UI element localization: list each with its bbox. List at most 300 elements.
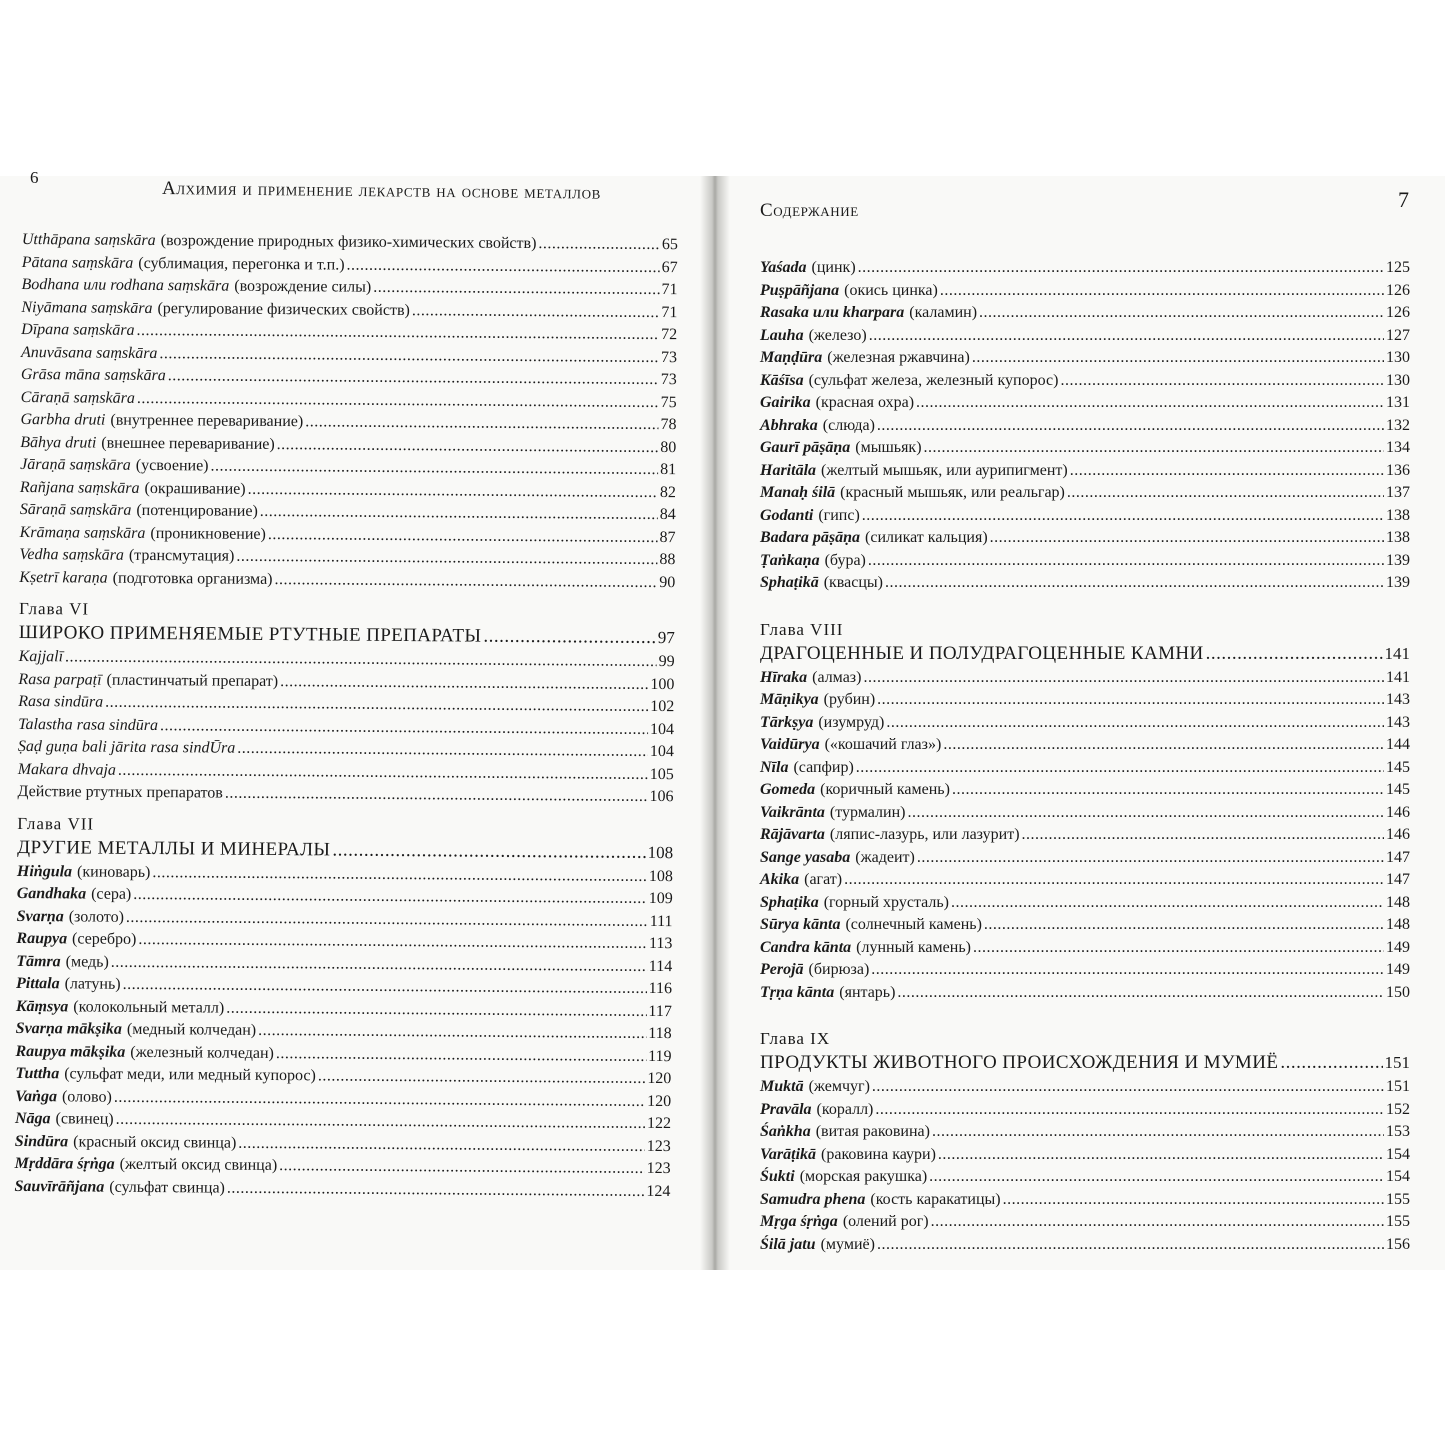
entry-page-number: 67 <box>661 258 678 276</box>
toc-entry <box>760 370 1410 393</box>
entry-description: (бирюза) <box>808 961 870 978</box>
entry-term: Jāraṇā saṃskāra <box>20 455 131 474</box>
entry-page-number: 119 <box>648 1047 672 1065</box>
entry-description: (колокольный металл) <box>73 997 225 1017</box>
entry-description: (жемчуг) <box>808 1078 870 1095</box>
toc-entry <box>760 1099 1410 1122</box>
leader-dots <box>1206 641 1383 667</box>
entry-page-number: 155 <box>1386 1213 1410 1230</box>
entry-page-number: 102 <box>650 697 675 716</box>
entry-term: Ṣaḍ guṇa bali jārita rasa sindŪra <box>17 737 236 757</box>
entry-page-number: 114 <box>648 957 673 975</box>
leader-dots <box>952 779 1384 802</box>
toc-entry <box>760 347 1410 370</box>
chapter-7-list <box>14 860 673 1203</box>
entry-description: (подготовка организма) <box>112 569 273 588</box>
chapter-8-page: 141 <box>1384 643 1410 663</box>
entry-description: (латунь) <box>64 975 121 993</box>
entry-description: (гипс) <box>818 506 860 524</box>
entry-page-number: 146 <box>1386 803 1410 821</box>
entry-term: Kajjalī <box>18 647 64 666</box>
entry-term: Godanti <box>760 506 814 524</box>
entry-page-number: 80 <box>660 438 677 456</box>
entry-page-number: 126 <box>1386 304 1410 321</box>
entry-page-number: 104 <box>649 742 674 761</box>
entry-page-number: 152 <box>1386 1100 1410 1118</box>
entry-term: Rājāvarta <box>760 826 825 843</box>
chapter-9-list <box>760 1076 1410 1256</box>
leader-dots <box>1060 370 1384 393</box>
toc-entry <box>760 937 1410 960</box>
entry-term: Vaikrānta <box>760 803 825 821</box>
leader-dots <box>346 254 659 279</box>
leader-dots <box>274 568 657 594</box>
entry-description: (сульфат свинца) <box>109 1178 225 1197</box>
leader-dots <box>483 624 656 651</box>
toc-entry <box>760 1076 1410 1099</box>
leader-dots <box>248 478 659 504</box>
leader-dots <box>979 302 1384 325</box>
leader-dots <box>875 1099 1384 1122</box>
toc-entry <box>760 734 1410 757</box>
toc-entry <box>760 437 1410 460</box>
entry-description: (железная ржавчина) <box>827 349 970 366</box>
entry-term: Śukti <box>760 1168 795 1185</box>
entry-description: (жадеит) <box>855 848 915 866</box>
chapter-6-page: 97 <box>657 628 675 648</box>
leader-dots <box>886 712 1384 735</box>
entry-page-number: 73 <box>660 371 677 389</box>
entry-term: Nāga <box>14 1109 51 1128</box>
entry-description: (мумиё) <box>820 1235 875 1253</box>
entry-term: Dīpana saṃskāra <box>21 320 135 339</box>
entry-description: (алмаз) <box>812 668 862 686</box>
leader-dots <box>984 914 1384 937</box>
entry-page-number: 123 <box>646 1159 671 1178</box>
entry-page-number: 154 <box>1386 1168 1410 1185</box>
entry-page-number: 148 <box>1386 893 1410 911</box>
chapter-8-title-row <box>760 641 1410 667</box>
toc-entry <box>760 1144 1410 1167</box>
toc-entry <box>760 914 1410 937</box>
entry-term: Kāśīsa <box>760 371 804 389</box>
entry-term: Hīraka <box>760 668 808 686</box>
entry-description: (слюда) <box>822 416 875 434</box>
entry-term: Raupya mākṣika <box>15 1042 126 1061</box>
entry-term: Pravāla <box>760 1100 812 1118</box>
entry-term: Tārkṣya <box>760 713 814 731</box>
entry-term: Garbha druti <box>20 410 106 429</box>
chapter-9-label: Глава IX <box>760 1029 831 1048</box>
entry-description: (изумруд) <box>818 713 885 731</box>
entry-page-number: 139 <box>1386 551 1410 569</box>
entry-page-number: 65 <box>661 236 678 254</box>
entry-page-number: 73 <box>660 348 678 366</box>
entry-description: (солнечный камень) <box>845 916 982 933</box>
entry-page-number: 148 <box>1386 916 1410 933</box>
toc-entry <box>760 869 1410 892</box>
entry-description: (агат) <box>804 871 843 888</box>
entry-term: Rañjana saṃskāra <box>19 478 140 497</box>
entry-page-number: 118 <box>648 1024 672 1043</box>
toc-left <box>14 229 678 1203</box>
toc-entry <box>760 1121 1410 1144</box>
entry-page-number: 154 <box>1386 1145 1410 1163</box>
entry-page-number: 147 <box>1386 871 1410 888</box>
entry-description: (ляпис-лазурь, или лазурит) <box>829 826 1020 843</box>
entry-term: Mṛga śṛṅga <box>760 1213 838 1230</box>
right-page-number: 7 <box>1398 187 1409 212</box>
entry-page-number: 126 <box>1386 281 1410 299</box>
entry-term: Lauha <box>760 326 804 344</box>
leader-dots <box>877 1234 1384 1257</box>
entry-page-number: 127 <box>1386 326 1410 344</box>
entry-description: (лунный камень) <box>856 938 971 956</box>
entry-description: (пластинчатый препарат) <box>106 671 279 690</box>
toc-entry <box>760 415 1410 438</box>
entry-term: Rasa sindūra <box>18 692 104 711</box>
leader-dots <box>917 847 1384 870</box>
entry-term: Kṣetrī karaṇa <box>19 568 108 587</box>
entry-term: Makara dhvaja <box>17 760 117 779</box>
entry-description: (каламин) <box>909 304 978 321</box>
leader-dots <box>538 233 660 256</box>
entry-term: Svarṇa <box>16 907 64 925</box>
entry-page-number: 109 <box>648 889 673 908</box>
entry-term: Akika <box>760 871 800 888</box>
entry-page-number: 100 <box>650 675 675 693</box>
toc-entry <box>760 460 1410 483</box>
chapter-8-title: ДРАГОЦЕННЫЕ И ПОЛУДРАГОЦЕННЫЕ КАМНИ <box>760 642 1204 664</box>
entry-description: (проникновение) <box>150 524 266 543</box>
entry-description: (сера) <box>91 885 132 903</box>
toc-entry <box>760 1189 1410 1212</box>
entry-description: (олений рог) <box>842 1213 929 1230</box>
entry-description: (кость каракатицы) <box>870 1190 1001 1208</box>
toc-right <box>760 257 1410 1256</box>
leader-dots <box>869 325 1384 348</box>
leader-dots <box>929 1166 1384 1189</box>
entry-term: Gandhaka <box>16 884 87 903</box>
entry-page-number: 81 <box>660 461 677 479</box>
entry-page-number: 125 <box>1386 259 1410 276</box>
entry-term: Vaṅga <box>15 1087 58 1105</box>
entry-page-number: 146 <box>1386 826 1410 843</box>
entry-page-number: 87 <box>659 528 676 546</box>
toc-entry <box>760 280 1410 303</box>
entry-page-number: 120 <box>647 1069 672 1088</box>
entry-term: Puṣpāñjana <box>760 281 840 299</box>
entry-term: Cāraṇā saṃskāra <box>20 388 135 407</box>
entry-term: Sūrya kānta <box>760 916 841 933</box>
leader-dots <box>972 347 1384 370</box>
leader-dots <box>951 892 1384 915</box>
toc-entry <box>17 781 673 809</box>
entry-term: Sphaṭika <box>760 893 819 911</box>
leader-dots <box>940 280 1384 303</box>
entry-term: Kāṃsya <box>15 997 69 1015</box>
leader-dots <box>872 1076 1384 1099</box>
entry-description: (горный хрусталь) <box>823 893 949 911</box>
leader-dots <box>877 689 1384 712</box>
left-page-number: 6 <box>30 168 39 187</box>
chapter-7-page: 108 <box>647 842 674 862</box>
leader-dots <box>844 869 1384 892</box>
entry-description: (серебро) <box>72 930 137 948</box>
entry-description: (красный мышьяк, или реальгар) <box>840 484 1065 501</box>
entry-description: (витая раковина) <box>815 1123 930 1140</box>
leader-dots <box>226 997 646 1023</box>
entry-page-number: 82 <box>659 483 677 501</box>
toc-right-top-list <box>760 257 1410 595</box>
leader-dots <box>236 546 657 572</box>
entry-page-number: 117 <box>648 1002 672 1020</box>
leader-dots <box>332 837 645 865</box>
entry-description: (олово) <box>61 1087 112 1106</box>
entry-term: Gairika <box>760 394 811 411</box>
entry-description: (силикат кальция) <box>865 529 988 546</box>
entry-page-number: 130 <box>1386 349 1410 366</box>
entry-term: Grāsa māna saṃskāra <box>20 365 166 385</box>
entry-description: (морская ракушка) <box>799 1168 928 1185</box>
chapter-8-label: Глава VIII <box>760 619 844 639</box>
leader-dots <box>260 501 658 527</box>
leader-dots <box>227 1177 645 1203</box>
leader-dots <box>862 505 1384 528</box>
entry-page-number: 71 <box>661 303 678 321</box>
entry-term: Anuvāsana saṃskāra <box>20 343 158 362</box>
entry-page-number: 147 <box>1386 848 1410 866</box>
entry-description: (коралл) <box>816 1100 874 1118</box>
entry-description: (сульфат железа, железный купорос) <box>808 371 1059 389</box>
toc-entry <box>760 1234 1410 1257</box>
entry-page-number: 130 <box>1386 371 1410 389</box>
entry-page-number: 149 <box>1386 938 1410 956</box>
toc-entry <box>760 505 1410 528</box>
leader-dots <box>973 937 1384 960</box>
chapter-6-list <box>17 646 674 809</box>
entry-term: Abhraka <box>760 416 818 434</box>
right-running-head: Содержание <box>760 200 859 221</box>
entry-description: (свинец) <box>55 1110 114 1128</box>
entry-page-number: 150 <box>1386 983 1410 1001</box>
leader-dots <box>225 783 648 809</box>
toc-entry <box>760 1166 1410 1189</box>
entry-term: Tuttha <box>15 1064 60 1083</box>
toc-entry <box>760 550 1410 573</box>
entry-term: Muktā <box>760 1078 804 1095</box>
leader-dots <box>868 550 1384 573</box>
entry-term: Ṭaṅkaṇa <box>760 551 820 569</box>
leader-dots <box>279 1155 645 1180</box>
entry-term: Sindūra <box>14 1132 69 1150</box>
chapter-6-label: Глава VI <box>18 598 90 619</box>
entry-page-number: 155 <box>1386 1190 1410 1208</box>
chapter-9-title: ПРОДУКТЫ ЖИВОТНОГО ПРОИСХОЖДЕНИЯ И МУМИЁ <box>760 1052 1279 1073</box>
entry-term: Śaṅkha <box>760 1123 811 1140</box>
entry-page-number: 108 <box>648 867 674 885</box>
leader-dots <box>943 734 1384 757</box>
leader-dots <box>931 1211 1384 1234</box>
entry-description: (трансмутация) <box>128 546 235 565</box>
entry-term: Yaśada <box>760 259 807 276</box>
entry-description: (квасцы) <box>823 574 883 591</box>
entry-page-number: 88 <box>659 551 676 569</box>
leader-dots <box>916 392 1384 415</box>
entry-page-number: 138 <box>1386 506 1410 524</box>
entry-description: (возрождение природных физико-химических свойств) <box>160 232 537 253</box>
toc-entry <box>760 757 1410 780</box>
toc-entry <box>760 802 1410 825</box>
entry-term: Sange yasaba <box>760 848 851 866</box>
left-running-head: Алхимия и применение лекарств на основе металлов <box>161 178 602 204</box>
entry-description: (железный колчедан) <box>130 1043 274 1062</box>
entry-term: Utthāpana saṃskāra <box>21 230 156 250</box>
entry-page-number: 151 <box>1386 1078 1410 1095</box>
leader-dots <box>863 667 1384 690</box>
entry-description: (усвоение) <box>135 456 209 475</box>
entry-term: Sāraṇā saṃskāra <box>19 500 132 519</box>
entry-page-number: 145 <box>1386 781 1410 798</box>
toc-entry <box>760 302 1410 325</box>
entry-description: (рубин) <box>823 691 876 708</box>
entry-page-number: 144 <box>1386 736 1410 753</box>
chapter-9-title-row <box>760 1050 1410 1076</box>
entry-description: (внешнее переваривание) <box>101 434 275 453</box>
leader-dots <box>897 982 1384 1005</box>
leader-dots <box>877 415 1384 438</box>
leader-dots <box>1067 482 1384 505</box>
leader-dots <box>276 1043 646 1068</box>
leader-dots <box>412 300 660 324</box>
leader-dots <box>885 572 1384 595</box>
entry-term: Śilā jatu <box>760 1235 816 1253</box>
entry-term: Samudra phena <box>760 1190 866 1208</box>
entry-description: (киноварь) <box>77 862 151 881</box>
entry-page-number: 138 <box>1386 529 1410 546</box>
entry-description: (железо) <box>808 326 867 344</box>
leader-dots <box>268 523 658 549</box>
entry-term: Pittala <box>16 974 60 993</box>
entry-page-number: 149 <box>1386 961 1410 978</box>
entry-term: Sphaṭikā <box>760 574 819 591</box>
entry-description: (коричный камень) <box>820 781 950 798</box>
entry-term: Tāmra <box>16 952 61 970</box>
entry-description: (цинк) <box>811 259 856 276</box>
entry-description: (возрождение силы) <box>234 277 372 296</box>
leader-dots <box>318 1065 646 1090</box>
entry-term: Bāhya druti <box>20 433 97 452</box>
entry-term: Mṛddāra śṛṅga <box>14 1154 115 1173</box>
leader-dots <box>938 1144 1384 1167</box>
leader-dots <box>858 257 1384 280</box>
leader-dots <box>305 411 658 436</box>
toc-entry <box>760 689 1410 712</box>
entry-page-number: 136 <box>1386 461 1410 479</box>
toc-entry <box>760 779 1410 802</box>
entry-term: Rasa parpaṭī <box>18 670 102 689</box>
entry-term: Действие ртутных препаратов <box>17 782 223 802</box>
entry-description: («кошачий глаз») <box>824 736 942 753</box>
entry-page-number: 90 <box>659 573 676 591</box>
toc-entry <box>760 257 1410 280</box>
toc-entry <box>760 982 1410 1005</box>
entry-term: Gaurī pāṣāṇa <box>760 439 851 456</box>
entry-page-number: 131 <box>1386 394 1410 411</box>
toc-entry <box>760 847 1410 870</box>
entry-term: Haritāla <box>760 461 817 479</box>
entry-description: (окрашивание) <box>144 479 246 498</box>
leader-dots <box>924 437 1384 460</box>
entry-term: Nīla <box>760 758 789 776</box>
entry-description: (потенцирование) <box>136 501 258 520</box>
leader-dots <box>237 738 648 764</box>
entry-page-number: 156 <box>1386 1235 1410 1253</box>
entry-term: Vedha saṃskāra <box>19 545 124 564</box>
leader-dots <box>907 802 1384 825</box>
leader-dots <box>932 1121 1384 1144</box>
toc-entry <box>760 824 1410 847</box>
leader-dots <box>871 959 1384 982</box>
entry-description: (бура) <box>824 551 866 569</box>
leader-dots <box>238 1132 645 1158</box>
entry-term: Badara pāṣāṇa <box>760 529 861 546</box>
entry-page-number: 153 <box>1386 1123 1410 1140</box>
entry-term: Pātana saṃskāra <box>21 253 134 272</box>
entry-page-number: 139 <box>1386 574 1410 591</box>
entry-description: (регулирование физических свойств) <box>157 299 410 319</box>
entry-description: (внутреннее переваривание) <box>110 411 304 431</box>
entry-page-number: 78 <box>660 416 677 434</box>
leader-dots <box>1280 1050 1382 1076</box>
entry-description: (сублимация, перегонка и т.п.) <box>138 254 345 274</box>
entry-description: (янтарь) <box>839 983 896 1001</box>
leader-dots <box>856 757 1384 780</box>
toc-entry <box>760 325 1410 348</box>
entry-page-number: 116 <box>648 979 673 998</box>
entry-description: (раковина каури) <box>821 1145 936 1163</box>
leader-dots <box>373 277 659 302</box>
entry-description: (мышьяк) <box>855 439 922 456</box>
leader-dots <box>1022 824 1384 847</box>
entry-term: Vaidūrya <box>760 736 820 753</box>
toc-entry <box>760 712 1410 735</box>
entry-term: Sauvīrāñjana <box>14 1177 105 1196</box>
entry-term: Talastha rasa sindūra <box>18 715 159 734</box>
entry-description: (желтый оксид свинца) <box>119 1155 278 1175</box>
chapter-6-title: ШИРОКО ПРИМЕНЯЕМЫЕ РТУТНЫЕ ПРЕПАРАТЫ <box>18 621 482 647</box>
entry-page-number: 99 <box>658 653 675 671</box>
entry-term: Perojā <box>760 961 804 978</box>
leader-dots <box>1070 460 1384 483</box>
entry-description: (золото) <box>68 907 125 926</box>
entry-page-number: 123 <box>646 1137 671 1155</box>
leader-dots <box>990 527 1384 550</box>
entry-page-number: 124 <box>646 1182 671 1200</box>
toc-entry <box>760 527 1410 550</box>
toc-entry <box>760 892 1410 915</box>
leader-dots <box>277 434 659 459</box>
toc-entry <box>760 959 1410 982</box>
toc-entry <box>760 572 1410 595</box>
entry-page-number: 104 <box>650 720 675 738</box>
entry-page-number: 143 <box>1386 713 1410 731</box>
book-gutter <box>700 176 730 1270</box>
entry-description: (красный оксид свинца) <box>73 1132 237 1152</box>
toc-entry <box>760 392 1410 415</box>
entry-description: (турмалин) <box>829 803 906 821</box>
entry-page-number: 111 <box>649 912 673 930</box>
